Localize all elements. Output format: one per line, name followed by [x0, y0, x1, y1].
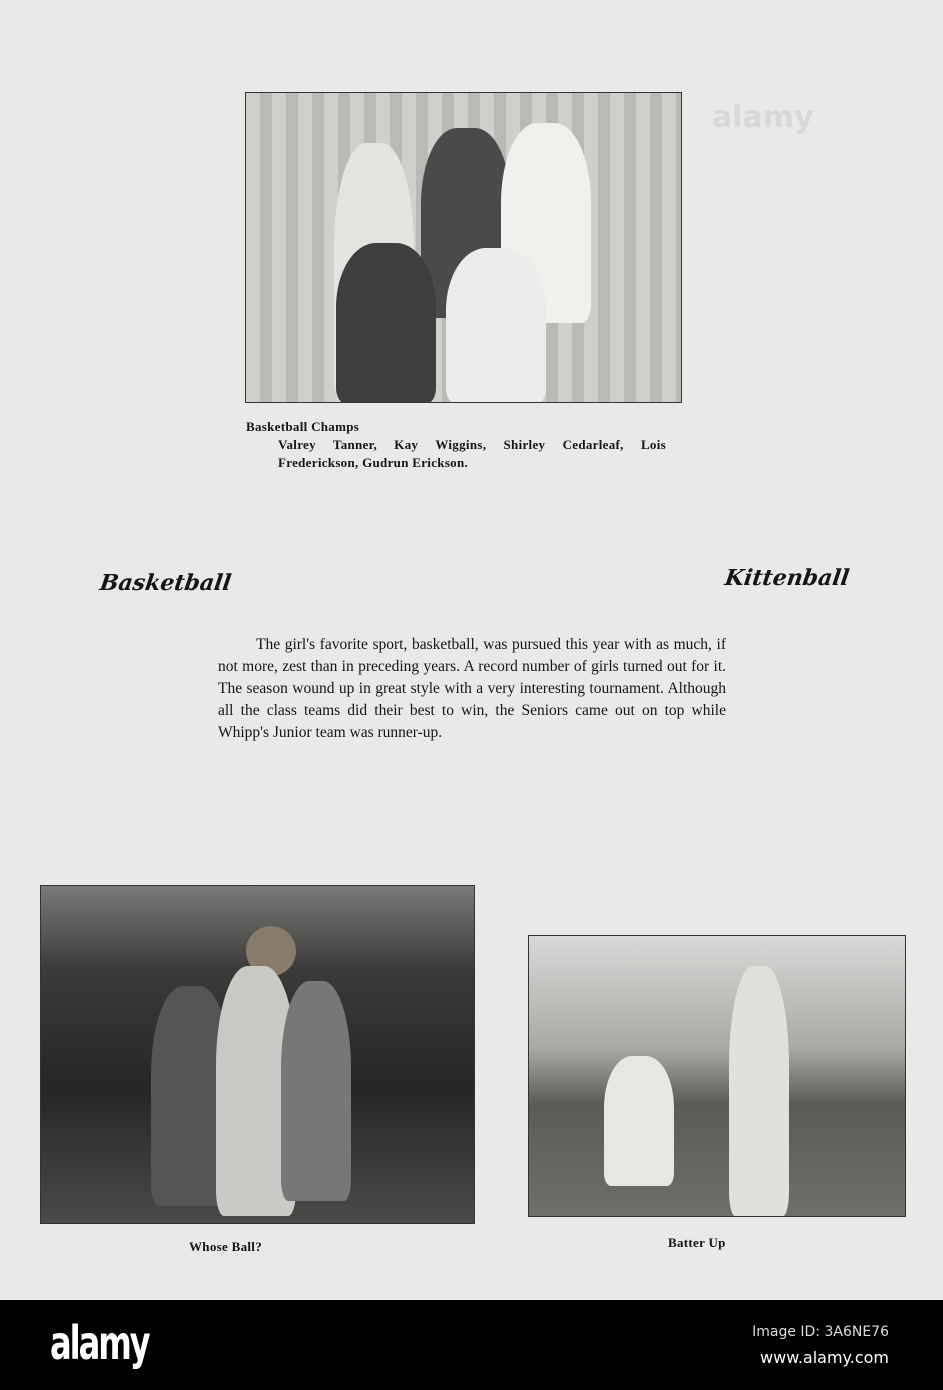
heading-kittenball: Kittenball — [723, 565, 851, 591]
whose-ball-caption: Whose Ball? — [189, 1239, 263, 1254]
basketball-champs-photo — [245, 92, 682, 403]
body-paragraph: The girl's favorite sport, basketball, was pursued this year with as much, if not more, zest than in preceding years. A record number of girls turned out for it. The season wound up in great style with a very interesting tournament. Although all the class teams did their best to win, the Seniors came out on top while Whipp's Junior team was runner-up. — [218, 636, 726, 741]
alamy-url: www.alamy.com — [760, 1348, 889, 1367]
caption-names: Valrey Tanner, Kay Wiggins, Shirley Cedarleaf, Lois Frederickson, Gudrun Erickson. — [278, 437, 666, 470]
whose-ball-photo — [40, 885, 475, 1224]
batter-up-caption: Batter Up — [668, 1235, 726, 1250]
image-id: Image ID: 3A6NE76 — [752, 1324, 889, 1340]
caption-title: Basketball Champs — [246, 419, 360, 434]
watermark-footer — [0, 1300, 943, 1390]
heading-basketball: Basketball — [98, 570, 233, 596]
watermark-text: alamy — [712, 100, 814, 135]
champs-caption — [246, 418, 666, 472]
batter-up-photo — [528, 935, 906, 1217]
alamy-logo: alamy — [50, 1316, 149, 1370]
